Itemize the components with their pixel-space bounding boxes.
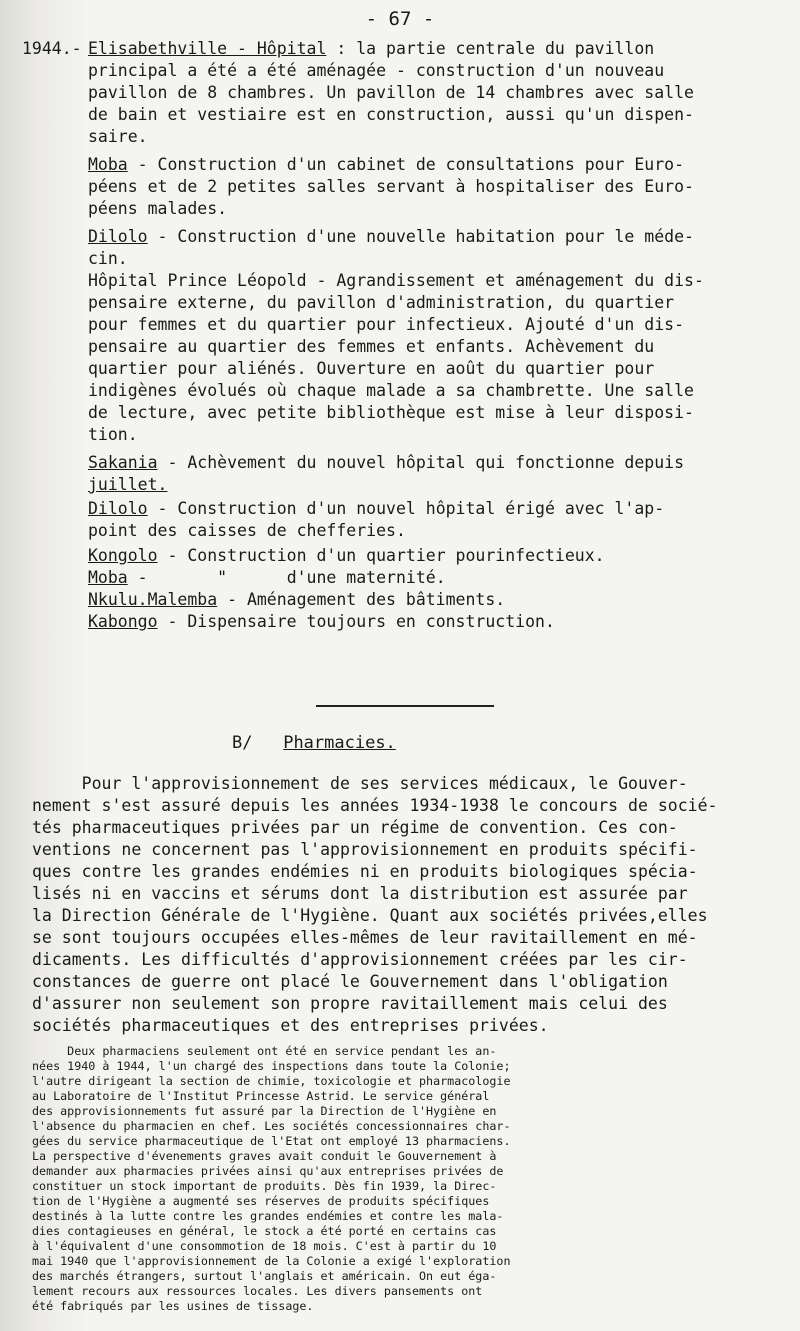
item-line: point des caisses de chefferies.: [88, 521, 406, 540]
paragraph-line: nement s'est assuré depuis les années 1934-1938 le concours de socié-: [32, 796, 718, 815]
item-line: pensaire au quartier des femmes et enfants. Achèvement du: [88, 337, 655, 356]
item-line: Hôpital Prince Léopold - Agrandissement et aménagement du dis-: [88, 271, 704, 290]
item-place: Kabongo: [88, 612, 158, 631]
item-text: - Construction d'un cabinet de consultations pour Euro-: [127, 155, 685, 174]
item-kabongo: [88, 611, 555, 633]
item-line: pour femmes et du quartier pour infectieux. Ajouté d'un dis-: [88, 315, 685, 334]
item-text: - Achèvement du nouvel hôpital qui fonctionne depuis: [157, 453, 685, 472]
item-text: - Dispensaire toujours en construction.: [157, 612, 555, 631]
paragraph-line: à l'équivalent d'une consommotion de 18 mois. C'est à partir du 10: [32, 1239, 497, 1253]
entry-line: pavillon de 8 chambres. Un pavillon de 14 chambres avec salle: [88, 83, 694, 102]
item-line: tion.: [88, 425, 138, 444]
paragraph-line: au Laboratoire de l'Institut Princesse Astrid. Le service général: [32, 1089, 490, 1103]
entry-intro-rest: : la partie centrale du pavillon: [326, 39, 655, 58]
item-text: - " d'une maternité.: [127, 568, 446, 587]
item-place: Sakania: [88, 453, 158, 472]
item-line: juillet.: [88, 475, 168, 494]
item-line: cin.: [88, 249, 128, 268]
paragraph-line: des approvisionnements fut assuré par la Direction de l'Hygiène en: [32, 1104, 497, 1118]
section-divider: [316, 705, 494, 707]
item-text: - Construction d'un quartier pourinfectieux.: [157, 546, 605, 565]
paragraph-line: la Direction Générale de l'Hygiène. Quant aux sociétés privées,elles: [32, 906, 708, 925]
paragraph-line: d'assurer non seulement son propre ravitaillement mais celui des: [32, 994, 668, 1013]
paragraph-line: demander aux pharmacies privées ainsi qu'aux entreprises privées de: [32, 1164, 504, 1178]
item-text: - Construction d'une nouvelle habitation pour le méde-: [147, 227, 694, 246]
section-label: B/: [232, 733, 253, 753]
paragraph-line: La perspective d'évenements graves avait conduit le Gouvernement à: [32, 1149, 497, 1163]
paragraph-line: lement recours aux ressources locales. Les divers pansements ont: [32, 1284, 483, 1298]
item-line: péens et de 2 petites salles servant à hospitaliser des Euro-: [88, 177, 694, 196]
item-nkulu-malemba: [88, 589, 505, 611]
page-number: - 67 -: [365, 8, 435, 30]
item-place: Dilolo: [88, 227, 148, 246]
paragraph-line: gées du service pharmaceutique de l'Etat ont employé 13 pharmaciens.: [32, 1134, 511, 1148]
paragraph-line: nées 1940 à 1944, l'un chargé des inspections dans toute la Colonie;: [32, 1059, 511, 1073]
paragraph-line: été fabriqués par les usines de tissage.: [32, 1299, 314, 1313]
item-place: Dilolo: [88, 499, 148, 518]
paragraph-line: l'absence du pharmacien en chef. Les sociétés concessionnaires char-: [32, 1119, 511, 1133]
item-dilolo-2: [88, 498, 664, 520]
item-sakania: [88, 452, 684, 474]
item-text: - Aménagement des bâtiments.: [217, 590, 506, 609]
paragraph-line: dicaments. Les difficultés d'approvisionnement créées par les cir-: [32, 950, 688, 969]
entry-line: saire.: [88, 127, 148, 146]
item-line: quartier pour aliénés. Ouverture en août du quartier pour: [88, 359, 655, 378]
paragraph-line: lisés ni en vaccins et sérums dont la distribution est assurée par: [32, 884, 688, 903]
entry-intro-underlined: Elisabethville - Hôpital: [88, 39, 327, 58]
section-heading: [232, 733, 396, 753]
item-line: péens malades.: [88, 199, 228, 218]
entry-year: 1944.-: [22, 39, 82, 58]
paragraph-line: ques contre les grandes endémies ni en produits biologiques spécia-: [32, 862, 698, 881]
item-moba-2: [88, 567, 446, 589]
item-line: de lecture, avec petite bibliothèque est mise à leur disposi-: [88, 403, 694, 422]
item-kongolo: [88, 545, 605, 567]
paragraph-line: destinés à la lutte contre les grandes endémies et contre les mala-: [32, 1209, 504, 1223]
paragraph-line: dies contagieuses en général, le stock a été porté en certains cas: [32, 1224, 497, 1238]
item-place: Kongolo: [88, 546, 158, 565]
section-title: Pharmacies.: [283, 733, 396, 753]
paragraph-line: Deux pharmaciens seulement ont été en service pendant les an-: [32, 1044, 497, 1058]
paragraph-line: Pour l'approvisionnement de ses services médicaux, le Gouver-: [32, 774, 688, 793]
item-place: Moba: [88, 568, 128, 587]
item-dilolo: [88, 226, 694, 248]
paragraph-line: tion de l'Hygiène a augmenté ses réserves de produits spécifiques: [32, 1194, 490, 1208]
entry-line: principal a été a été aménagée - construction d'un nouveau: [88, 61, 665, 80]
item-text: - Construction d'un nouvel hôpital érigé avec l'ap-: [147, 499, 665, 518]
item-place: Nkulu.Malemba: [88, 590, 218, 609]
paragraph-line: sociétés pharmaceutiques et des entreprises privées.: [32, 1016, 549, 1035]
item-line: indigènes évolués où chaque malade a sa chambrette. Une salle: [88, 381, 694, 400]
item-moba: [88, 154, 684, 176]
item-place: Moba: [88, 155, 128, 174]
paragraph-line: des marchés étrangers, surtout l'anglais et américain. On eut éga-: [32, 1269, 497, 1283]
paragraph-line: l'autre dirigeant la section de chimie, toxicologie et pharmacologie: [32, 1074, 511, 1088]
paragraph-line: se sont toujours occupées elles-mêmes de leur ravitaillement en mé-: [32, 928, 698, 947]
paragraph-line: mai 1940 que l'approvisionnement de la Colonie a exigé l'exploration: [32, 1254, 511, 1268]
entry-line: de bain et vestiaire est en construction, aussi qu'un dispen-: [88, 105, 694, 124]
paragraph-line: constances de guerre ont placé le Gouvernement dans l'obligation: [32, 972, 668, 991]
paragraph-line: tés pharmaceutiques privées par un régime de convention. Ces con-: [32, 818, 678, 837]
entry-intro: [88, 38, 654, 60]
paragraph-line: constituer un stock important de produits. Dès fin 1939, la Direc-: [32, 1179, 497, 1193]
paragraph-line: ventions ne concernent pas l'approvisionnement en produits spécifi-: [32, 840, 698, 859]
item-line: pensaire externe, du pavillon d'administration, du quartier: [88, 293, 675, 312]
